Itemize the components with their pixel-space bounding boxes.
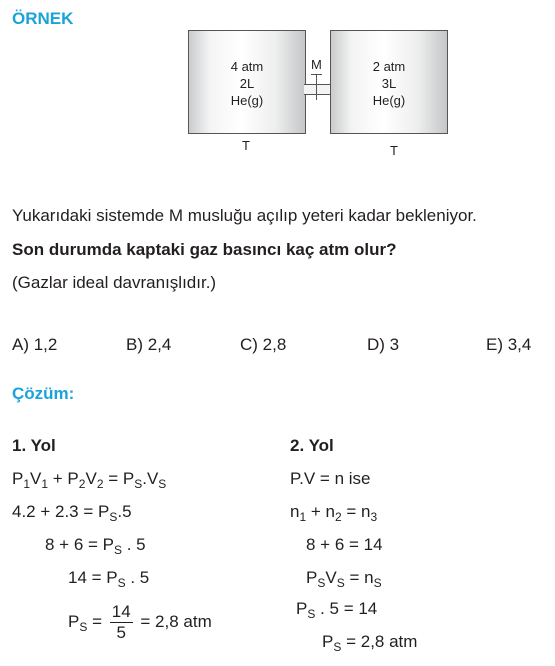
- solution-heading: Çözüm:: [12, 384, 75, 403]
- left-gas: He(g): [230, 93, 264, 108]
- way2-line-3: 8 + 6 = 14: [306, 535, 383, 554]
- way1-line-3: $8 + 6 = P_S$ . 5: [45, 535, 146, 557]
- way1-line-5: $P_S$ = $\frac{14}{5}$ = 2,8 atm: [68, 602, 212, 642]
- way1-line-4: $14 = P_S$ . 5: [68, 568, 150, 590]
- way2-line-5: $P_S$ . 5 = 14: [296, 599, 378, 621]
- left-volume: 2L: [239, 76, 255, 91]
- example-heading: ÖRNEK: [12, 9, 74, 28]
- choice-b[interactable]: B) 2,4: [126, 335, 172, 354]
- right-volume: 3L: [381, 76, 397, 91]
- left-pressure: 4 atm: [230, 59, 264, 74]
- connecting-tube: [304, 84, 330, 95]
- way2-title: 2. Yol: [290, 436, 334, 455]
- choice-c[interactable]: C) 2,8: [240, 335, 287, 354]
- way2-line-1: P.V = n ise: [290, 469, 371, 488]
- way1-title: 1. Yol: [12, 436, 56, 455]
- right-gas: He(g): [372, 93, 406, 108]
- valve-handle: [311, 74, 322, 75]
- question-line-2: Son durumda kaptaki gaz basıncı kaç atm olur?: [12, 240, 397, 259]
- valve-icon: [316, 74, 317, 100]
- choice-a[interactable]: A) 1,2: [12, 335, 58, 354]
- way2-line-4: $P_SV_S = n_S$: [306, 568, 382, 590]
- way1-line-2: $4.2 + 2.3 = P_S.5$: [12, 502, 132, 524]
- valve-label: M: [311, 57, 322, 72]
- way2-line-2: $n_1 + n_2 = n_3$: [290, 502, 378, 524]
- way1-line-1: $P_1V_1 + P_2V_2 = P_S.V_S$: [12, 469, 167, 491]
- question-line-1: Yukarıdaki sistemde M musluğu açılıp yeteri kadar bekleniyor.: [12, 206, 477, 225]
- way2-line-6: $P_S = 2,8$ atm: [322, 632, 418, 654]
- right-container: [330, 30, 448, 134]
- choice-d[interactable]: D) 3: [367, 335, 400, 354]
- choice-e[interactable]: E) 3,4: [486, 335, 532, 354]
- left-temperature: T: [242, 138, 250, 153]
- left-container: [188, 30, 306, 134]
- right-temperature: T: [390, 143, 398, 158]
- result-fraction: $\frac{14}{5}$: [111, 602, 131, 642]
- right-pressure: 2 atm: [372, 59, 406, 74]
- question-note: (Gazlar ideal davranışlıdır.): [12, 273, 217, 292]
